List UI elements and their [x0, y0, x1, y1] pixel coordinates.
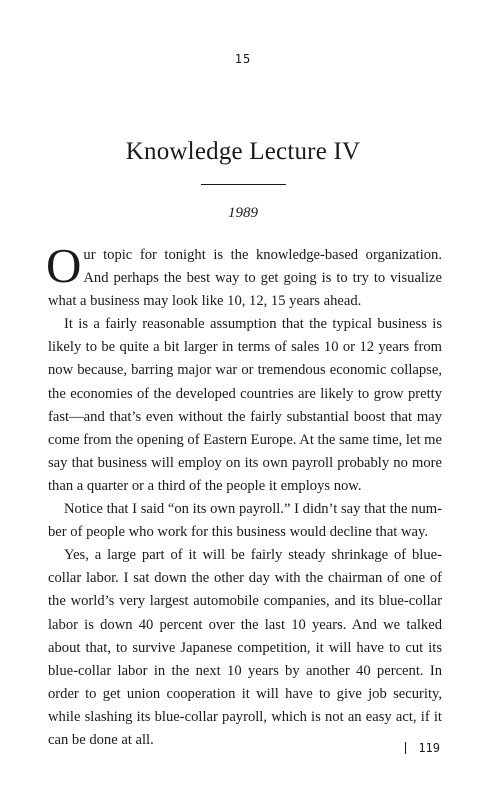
drop-cap: O [46, 238, 82, 293]
folio-divider [405, 742, 406, 754]
paragraph-3: Notice that I said “on its own payroll.” I didn’t say that the number of people who work for this business would decline that way. [48, 501, 442, 541]
page-number: 119 [418, 741, 440, 755]
title-divider [201, 184, 286, 185]
page-folio [405, 741, 440, 755]
body-text [46, 238, 442, 752]
chapter-title: Knowledge Lecture IV [125, 138, 361, 165]
paragraph-1 [46, 238, 442, 313]
chapter-number: 15 [234, 52, 252, 66]
paragraph-2: It is a fairly reasonable assumption that the typical business is likely to be quite a bit larger in terms of sales 10 or 12 years from now because, barring major war or tremendous economic collapse, the economies of the developed countries are likely to grow pretty fast—and that’s even without the fairly substantial boost that may come from the opening of Eastern Europe. At the same time, let me say that business will employ on its own payroll probably no more than a quarter or a third of the people it employs now. [48, 316, 442, 494]
paragraph-1-text: ur topic for tonight is the knowledge-based organization. And perhaps the best way to get going is to try to visualize what a business may look like 10, 12, 15 years ahead. [48, 247, 442, 310]
paragraph-4: Yes, a large part of it will be fairly steady shrinkage of blue-collar labor. I sat down the other day with the chairman of one of the world’s very largest automobile companies, and its blue-collar labor is down 40 percent over the last 10 years. And we talked about that, to survive Japanese competition, it will have to cut its blue-collar labor in the next 10 years by another 40 percent. In order to get union cooperation it will have to give job security, while slashing its blue-collar payroll, which is not an easy act, if it can be done at all. [48, 547, 442, 748]
chapter-year: 1989 [228, 205, 258, 221]
